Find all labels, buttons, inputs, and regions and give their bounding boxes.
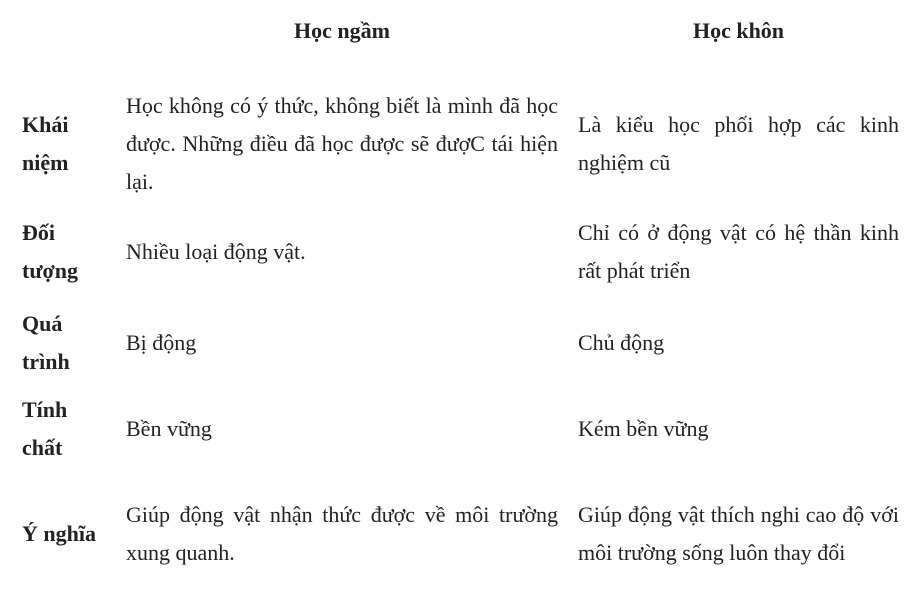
- table-row: [12, 386, 909, 472]
- row-label: Quá trình: [22, 311, 70, 374]
- row-label: Ý nghĩa: [22, 521, 96, 546]
- table-row: [12, 84, 909, 204]
- table-row: [12, 204, 909, 300]
- table-row: [12, 472, 909, 596]
- cell-hoc-khon: Chủ động: [578, 330, 665, 355]
- cell-hoc-ngam: Bị động: [126, 330, 197, 355]
- header-col-hoc-khon: Học khôn: [692, 18, 785, 43]
- cell-hoc-khon: Giúp động vật thích nghi cao độ với môi trường sống luôn thay đổi: [578, 502, 899, 565]
- cell-hoc-ngam: Học không có ý thức, không biết là mình đã học được. Những điều đã học được sẽ đượC tái hiện lại.: [126, 93, 558, 194]
- spacer-row: [12, 56, 909, 84]
- comparison-table: [12, 6, 909, 596]
- cell-hoc-khon: Chỉ có ở động vật có hệ thần kinh rất phát triển: [578, 220, 899, 283]
- table-row: [12, 300, 909, 386]
- header-empty-cell: [12, 6, 116, 56]
- row-label: Khái niệm: [22, 112, 69, 175]
- row-label: Tính chất: [22, 397, 68, 460]
- table-header-row: [12, 6, 909, 56]
- row-label: Đối tượng: [22, 220, 78, 283]
- header-col-hoc-ngam: Học ngầm: [294, 18, 390, 43]
- cell-hoc-ngam: Giúp động vật nhận thức được về môi trường xung quanh.: [126, 502, 558, 565]
- cell-hoc-ngam: Nhiều loại động vật.: [126, 239, 306, 264]
- cell-hoc-khon: Là kiểu học phối hợp các kinh nghiệm cũ: [578, 112, 899, 175]
- cell-hoc-ngam: Bền vững: [126, 416, 212, 441]
- cell-hoc-khon: Kém bền vững: [578, 416, 709, 441]
